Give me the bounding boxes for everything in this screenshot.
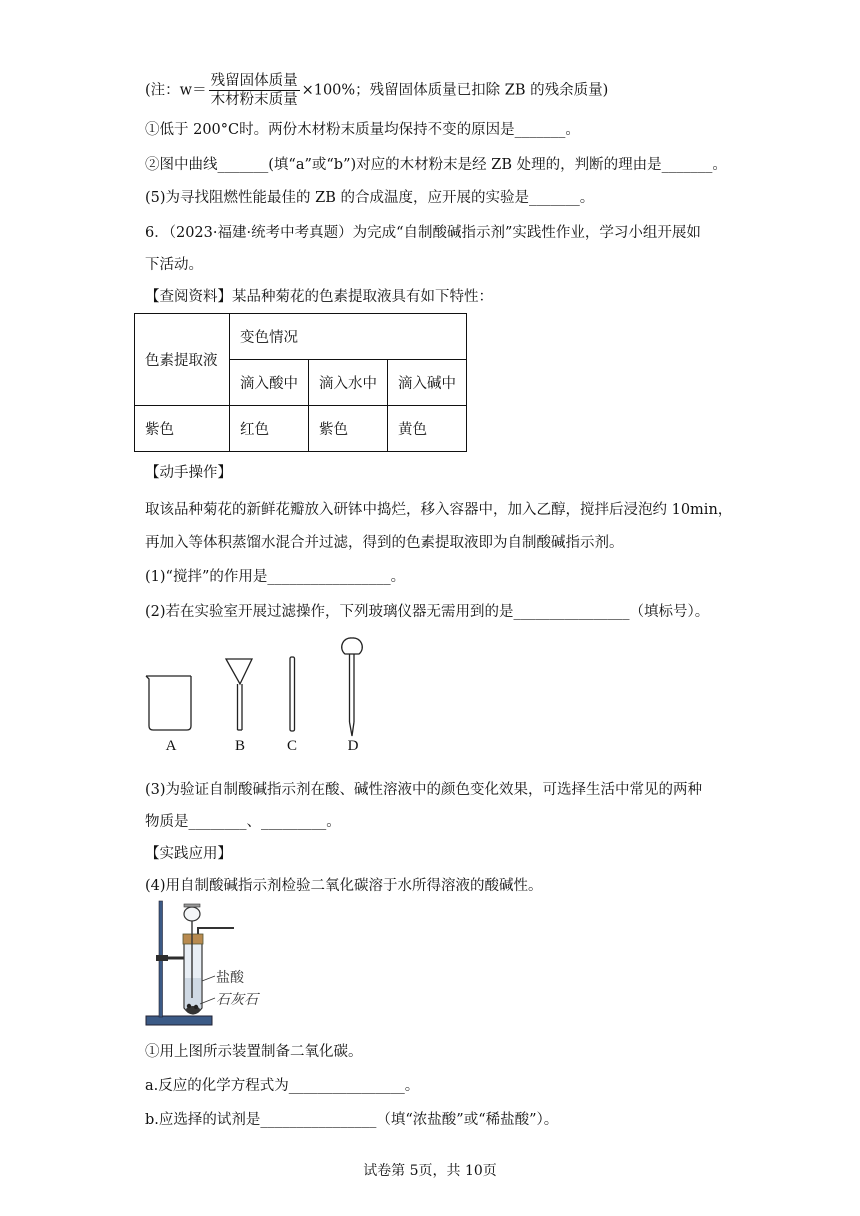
part-4-sub1: ①用上图所示装置制备二氧化碳。: [145, 1044, 363, 1060]
group-header-cell: 变色情况: [230, 314, 467, 360]
question-5-sub1: ①低于 200°C时。两份木材粉末质量均保持不变的原因是_______。: [145, 122, 580, 138]
row-header-cell: 色素提取液: [135, 314, 230, 406]
fraction-denominator: 木材粉末质量: [210, 92, 298, 108]
note-suffix: ×100%；残留固体质量已扣除 ZB 的残余质量): [301, 82, 609, 99]
question-6-intro-line2: 下活动。: [145, 257, 203, 273]
stopper: [183, 934, 203, 944]
question-5-part5: (5)为寻找阻燃性能最佳的 ZB 的合成温度，应开展的实验是_______。: [145, 190, 595, 206]
beaker-icon: [146, 676, 191, 730]
glassware-figure: [140, 632, 380, 757]
dropper-icon: [342, 638, 363, 736]
label-hydrochloric-acid: 盐酸: [216, 971, 244, 986]
table-cell: 黄色: [388, 406, 467, 452]
indicator-table: [134, 313, 467, 452]
part-4-a: a.反应的化学方程式为________________。: [145, 1078, 420, 1094]
practice-heading: 【实践应用】: [145, 846, 232, 862]
col-header-base: 滴入碱中: [388, 360, 467, 406]
delivery-tube: [198, 928, 234, 934]
part-3-line1: (3)为验证自制酸碱指示剂在酸、碱性溶液中的颜色变化效果，可选择生活中常见的两种: [145, 782, 703, 798]
glass-rod-icon: [290, 657, 295, 731]
fraction: [209, 72, 300, 109]
label-limestone: 石灰石: [216, 993, 258, 1008]
reference-heading: 【查阅资料】某品种菊花的色素提取液具有如下特性：: [145, 289, 493, 305]
part-3-line2: 物质是________、_________。: [145, 814, 341, 830]
label-c: C: [286, 738, 298, 754]
funnel-icon: [226, 659, 252, 730]
part-1: (1)“搅拌”的作用是_________________。: [145, 569, 406, 585]
table-row: [135, 406, 467, 452]
procedure-line2: 再加入等体积蒸馏水混合并过滤，得到的色素提取液即为自制酸碱指示剂。: [145, 535, 624, 551]
label-b: B: [234, 738, 246, 754]
clamp: [156, 955, 168, 961]
table-cell: 紫色: [309, 406, 388, 452]
co2-setup-figure: [142, 898, 282, 1030]
part-2: (2)若在实验室开展过滤操作，下列玻璃仪器无需用到的是________________（填标号）。: [145, 604, 710, 620]
part-4-b: b.应选择的试剂是________________（填“浓盐酸”或“稀盐酸”）。: [145, 1112, 559, 1128]
label-d: D: [347, 738, 359, 754]
fraction-numerator: 残留固体质量: [210, 73, 298, 89]
question-5-sub2: ②图中曲线_______(填“a”或“b”)对应的木材粉末是经 ZB 处理的，判断的理由是_______。: [145, 157, 727, 173]
procedure-line1: 取该品种菊花的新鲜花瓣放入研钵中捣烂，移入容器中，加入乙醇，搅拌后浸泡约 10min，: [145, 502, 733, 518]
test-tube-icon: [184, 942, 202, 1014]
hands-on-heading: 【动手操作】: [145, 465, 232, 481]
table-cell: 紫色: [135, 406, 230, 452]
formula-note: [145, 72, 608, 109]
table-cell: 红色: [230, 406, 309, 452]
col-header-acid: 滴入酸中: [230, 360, 309, 406]
label-a: A: [165, 738, 177, 754]
table-row: [135, 314, 467, 360]
question-6-intro-line1: 6．（2023·福建·统考中考真题）为完成“自制酸碱指示剂”实践性作业，学习小组开展如: [145, 225, 701, 241]
stand-base: [146, 1016, 212, 1025]
col-header-water: 滴入水中: [309, 360, 388, 406]
page-footer: 试卷第 5页，共 10页: [363, 1163, 497, 1179]
note-prefix: (注：w＝: [145, 82, 207, 99]
part-4: (4)用自制酸碱指示剂检验二氧化碳溶于水所得溶液的酸碱性。: [145, 878, 543, 894]
